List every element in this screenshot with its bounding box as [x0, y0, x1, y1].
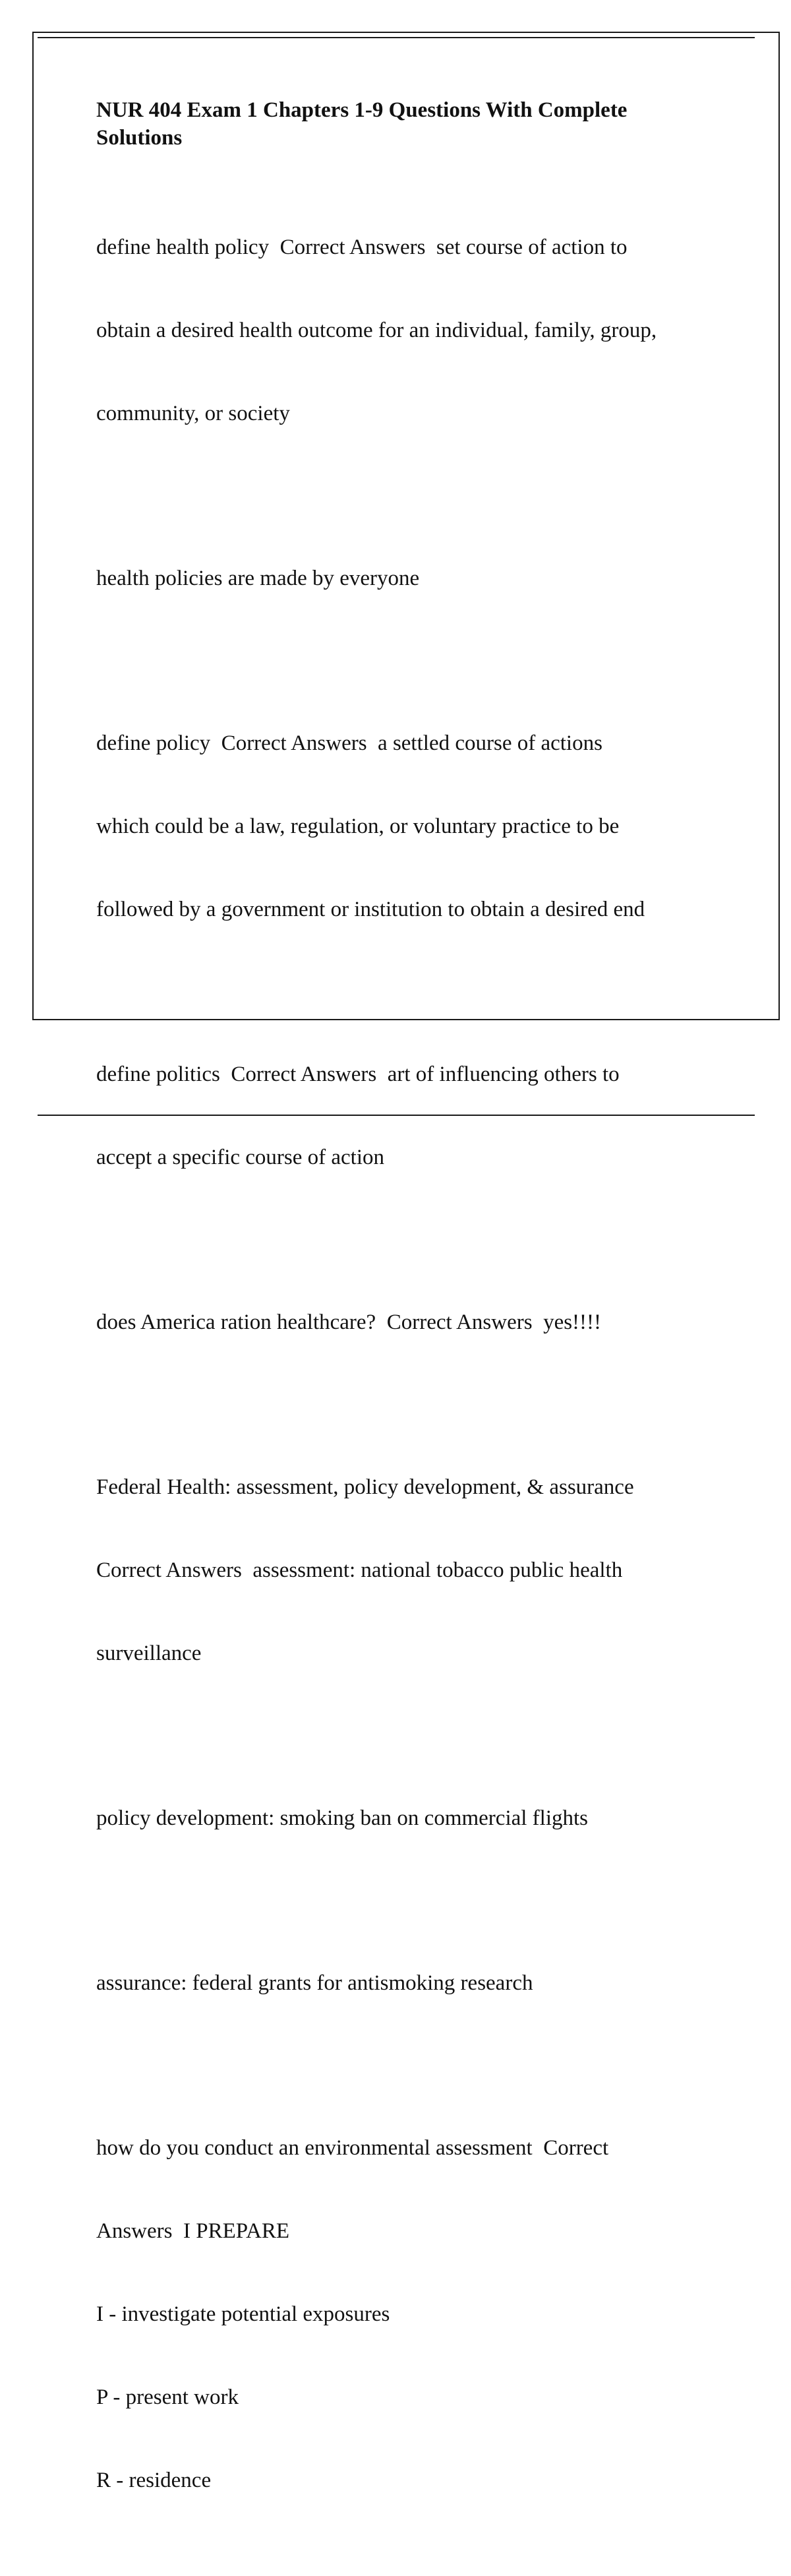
paragraph-define-health-policy: [96, 178, 729, 483]
document-title: [96, 96, 729, 152]
text-line: I - investigate potential exposures: [96, 2302, 390, 2326]
text-line: Answers I PREPARE: [96, 2219, 290, 2243]
top-rule: [38, 37, 755, 38]
text-line: define health policy Correct Answers set course of action to: [96, 235, 628, 259]
text-line: followed by a government or institution to obtain a desired end: [96, 898, 645, 921]
paragraph-health-policies-everyone: [96, 509, 729, 648]
paragraph-ration-healthcare: [96, 1253, 729, 1392]
document-body: [96, 96, 729, 2576]
text-line: Correct Answers assessment: national tobacco public health: [96, 1558, 623, 1582]
paragraph-assurance: [96, 1914, 729, 2052]
text-line: R - residence: [96, 2469, 212, 2492]
paragraph-define-politics: [96, 1005, 729, 1227]
paragraph-policy-development: [96, 1749, 729, 1887]
text-line: which could be a law, regulation, or voluntary practice to be: [96, 814, 620, 838]
title-line: Solutions: [96, 126, 183, 150]
paragraph-environmental-assessment: [96, 2079, 729, 2550]
paragraph-federal-health: [96, 1418, 729, 1723]
text-line: health policies are made by everyone: [96, 567, 420, 590]
title-line: NUR 404 Exam 1 Chapters 1-9 Questions With Complete: [96, 98, 628, 122]
text-line: accept a specific course of action: [96, 1146, 385, 1169]
text-line: community, or society: [96, 402, 290, 425]
text-line: define policy Correct Answers a settled course of actions: [96, 731, 602, 755]
text-line: does America ration healthcare? Correct Answers yes!!!!: [96, 1310, 602, 1334]
text-line: surveillance: [96, 1641, 202, 1665]
text-line: Federal Health: assessment, policy development, & assurance: [96, 1475, 634, 1499]
text-line: P - present work: [96, 2385, 239, 2409]
paragraph-define-policy: [96, 674, 729, 979]
text-line: policy development: smoking ban on commercial flights: [96, 1806, 589, 1830]
text-line: assurance: federal grants for antismoking research: [96, 1971, 533, 1995]
text-line: define politics Correct Answers art of influencing others to: [96, 1062, 620, 1086]
text-line: obtain a desired health outcome for an individual, family, group,: [96, 319, 657, 342]
text-line: how do you conduct an environmental assessment Correct: [96, 2136, 609, 2160]
